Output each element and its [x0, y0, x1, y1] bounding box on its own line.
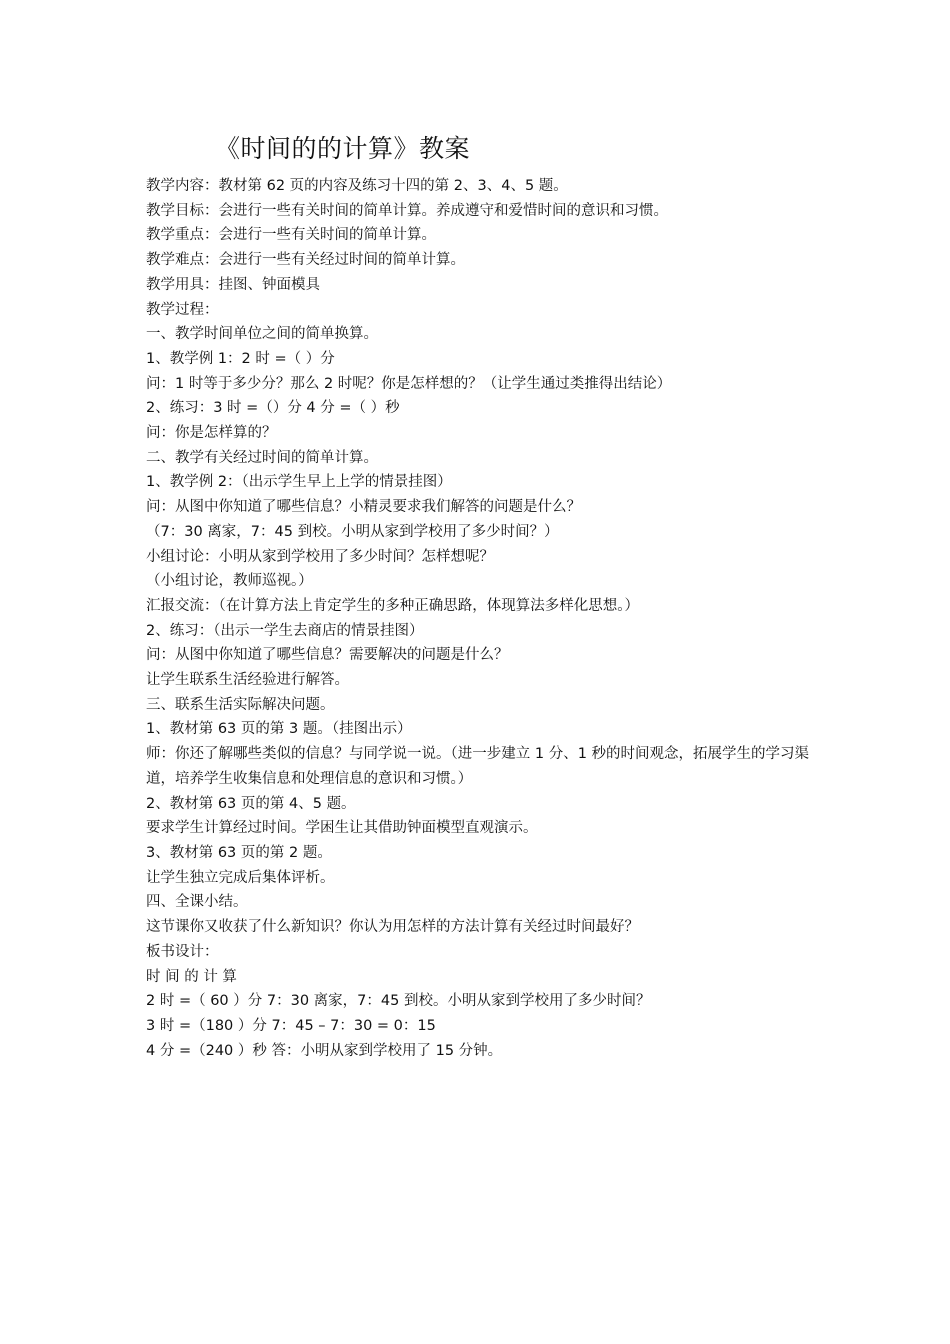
teaching-process-heading: 教学过程：: [146, 301, 219, 318]
note-line: （7：30 离家，7：45 到校。小明从家到学校用了多少时间？）: [146, 523, 559, 540]
example-one-line: 1、教学例 1：2 时 =（ ）分: [146, 350, 335, 367]
question-line: 问：从图中你知道了哪些信息？需要解决的问题是什么？: [146, 647, 509, 664]
summary-question-line: 这节课你又收获了什么新知识？你认为用怎样的方法计算有关经过时间最好？: [146, 919, 639, 936]
group-discussion-line: 小组讨论：小明从家到学校用了多少时间？怎样想呢？: [146, 548, 494, 565]
question-line: 问：你是怎样算的？: [146, 425, 277, 442]
board-line: 2 时 =（ 60 ）分 7：30 离家，7：45 到校。小明从家到学校用了多少时间？: [146, 993, 651, 1010]
document-title: 《时间的的计算》教案: [215, 134, 471, 163]
exercise-line: 1、教材第 63 页的第 3 题。（挂图出示）: [146, 721, 412, 738]
teaching-focus-line: 教学重点：会进行一些有关时间的简单计算。: [146, 227, 436, 244]
section-one-heading: 一、教学时间单位之间的简单换算。: [146, 326, 378, 343]
instruction-line: 让学生独立完成后集体评析。: [146, 869, 335, 886]
teacher-question-paragraph: 师：你还了解哪些类似的信息？与同学说一说。（进一步建立 1 分、1 秒的时间观念，拓展学生的学习渠道，培养学生收集信息和处理信息的意识和习惯。）: [146, 746, 810, 787]
section-two-heading: 二、教学有关经过时间的简单计算。: [146, 449, 378, 466]
document-body: [146, 174, 818, 1063]
teaching-goal-line: 教学目标：会进行一些有关时间的简单计算。养成遵守和爱惜时间的意识和习惯。: [146, 202, 668, 219]
board-line: 3 时 =（180 ）分 7：45 – 7：30 = 0：15: [146, 1017, 436, 1034]
teaching-difficulty-line: 教学难点：会进行一些有关经过时间的简单计算。: [146, 252, 465, 269]
question-line: 问：从图中你知道了哪些信息？小精灵要求我们解答的问题是什么？: [146, 499, 581, 516]
note-line: （小组讨论，教师巡视。）: [146, 573, 313, 590]
board-design-heading: 板书设计：: [146, 943, 219, 960]
question-line: 问：1 时等于多少分？那么 2 时呢？你是怎样想的？（让学生通过类推得出结论）: [146, 375, 672, 392]
board-line: 4 分 =（240 ）秒 答：小明从家到学校用了 15 分钟。: [146, 1042, 503, 1059]
section-three-heading: 三、联系生活实际解决问题。: [146, 696, 335, 713]
instruction-line: 让学生联系生活经验进行解答。: [146, 672, 349, 689]
instruction-line: 要求学生计算经过时间。学困生让其借助钟面模型直观演示。: [146, 820, 538, 837]
example-two-line: 1、教学例 2：（出示学生早上上学的情景挂图）: [146, 474, 452, 491]
practice-line: 2、练习：3 时 =（）分 4 分 =（ ）秒: [146, 400, 400, 417]
report-exchange-line: 汇报交流：（在计算方法上肯定学生的多种正确思路，体现算法多样化思想。）: [146, 597, 639, 614]
practice-line: 2、练习：（出示一学生去商店的情景挂图）: [146, 622, 424, 639]
exercise-line: 3、教材第 63 页的第 2 题。: [146, 844, 332, 861]
teaching-content-line: 教学内容：教材第 62 页的内容及练习十四的第 2、3、4、5 题。: [146, 178, 568, 194]
teaching-tools-line: 教学用具：挂图、钟面模具: [146, 276, 320, 293]
section-four-heading: 四、全课小结。: [146, 894, 248, 911]
board-title-line: 时 间 的 计 算: [146, 968, 237, 985]
exercise-line: 2、教材第 63 页的第 4、5 题。: [146, 795, 356, 812]
